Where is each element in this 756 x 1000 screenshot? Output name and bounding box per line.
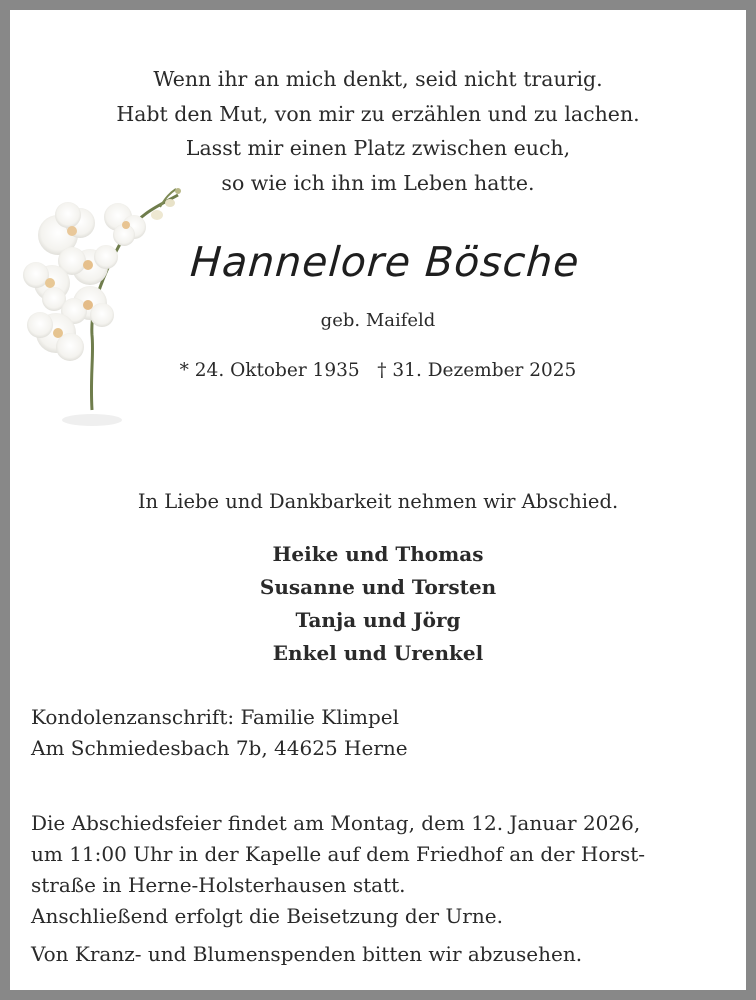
- condolence-address: [31, 702, 408, 764]
- poem-line: Wenn ihr an mich denkt, seid nicht traurig.: [153, 67, 603, 91]
- ceremony-info: [31, 808, 731, 932]
- flower-note: Von Kranz- und Blumenspenden bitten wir abzusehen.: [31, 942, 583, 966]
- ceremony-line: Anschließend erfolgt die Beisetzung der Urne.: [31, 904, 503, 928]
- life-dates: * 24. Oktober 1935 † 31. Dezember 2025: [179, 360, 577, 381]
- family-member: Enkel und Urenkel: [272, 641, 484, 665]
- ceremony-line: um 11:00 Uhr in der Kapelle auf dem Friedhof an der Horst-: [31, 842, 646, 866]
- birth-name: geb. Maifeld: [320, 310, 436, 331]
- family-member: Heike und Thomas: [272, 542, 484, 566]
- deceased-name: Hannelore Bösche: [188, 238, 582, 286]
- poem-line: Habt den Mut, von mir zu erzählen und zu lachen.: [116, 101, 640, 126]
- farewell-text: In Liebe und Dankbarkeit nehmen wir Abschied.: [137, 490, 619, 513]
- poem-line: Lasst mir einen Platz zwischen euch,: [185, 136, 571, 160]
- family-member: Tanja und Jörg: [295, 608, 461, 632]
- contact-line: Kondolenzanschrift: Familie Klimpel: [31, 705, 399, 729]
- ceremony-line: Die Abschiedsfeier findet am Montag, dem 12. Januar 2026,: [31, 811, 641, 835]
- family-member: Susanne und Torsten: [259, 575, 497, 599]
- poem-line: so wie ich ihn im Leben hatte.: [221, 170, 535, 195]
- obituary-page: [10, 10, 746, 990]
- ceremony-line: straße in Herne-Holsterhausen statt.: [31, 873, 406, 897]
- contact-line: Am Schmiedesbach 7b, 44625 Herne: [31, 736, 408, 760]
- family-list: [10, 538, 746, 670]
